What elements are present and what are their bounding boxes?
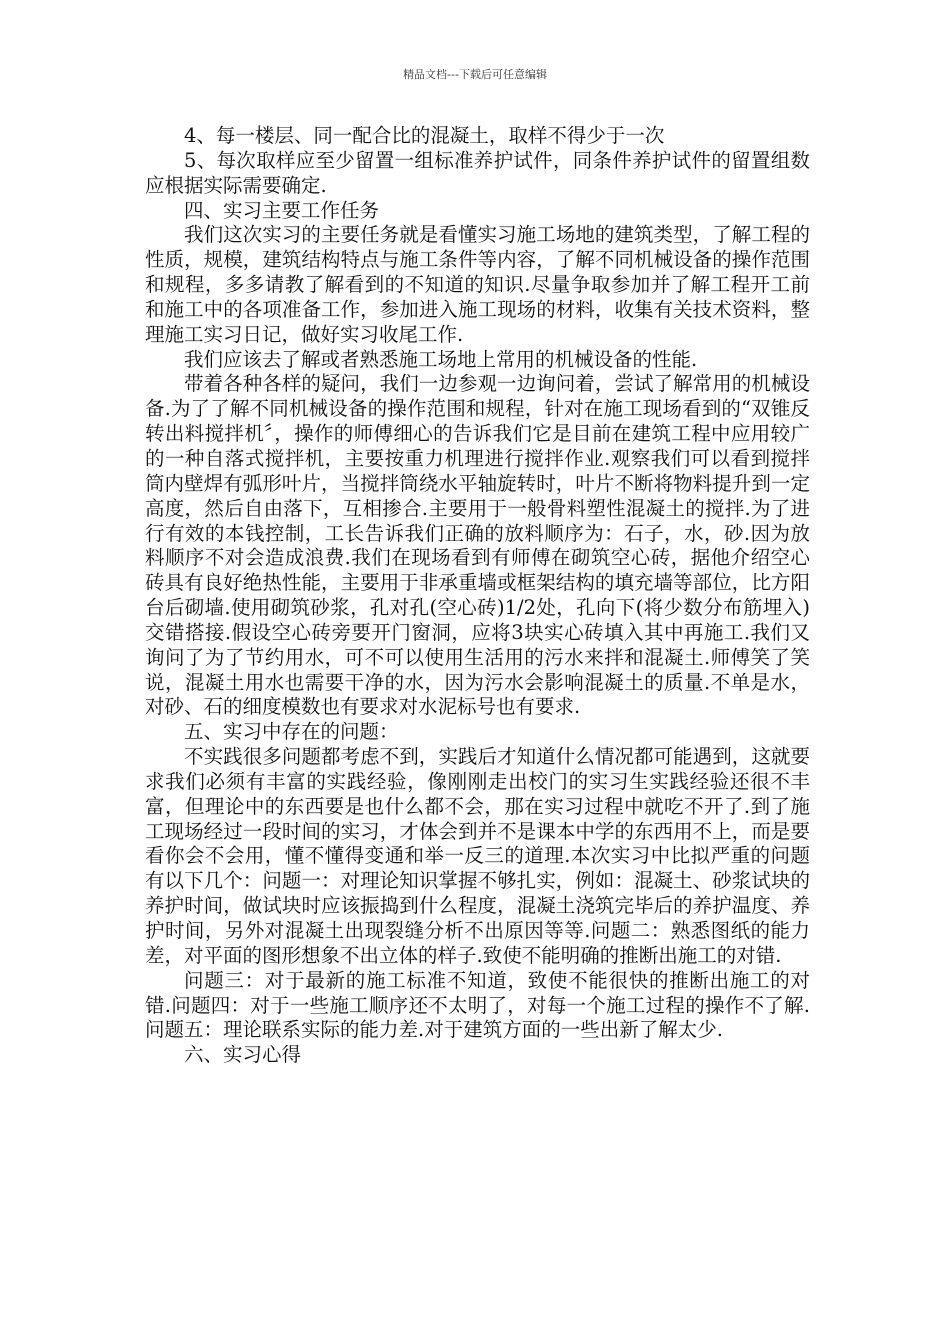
paragraph-equipment-intro: 我们应该去了解或者熟悉施工场地上常用的机械设备的性能. bbox=[184, 347, 698, 371]
paragraph-problems-continued: 问题三：对于最新的施工标准不知道，致使不能很快的推断出施工的对错.问题四：对于一些施工顺序还不太明了，对每一个施工过程的操作不了解.问题五：理论联系实际的能力差.对于建筑方面的一些出新了解太少. bbox=[145, 968, 810, 1042]
paragraph-sampling-rule-5: 5、每次取样应至少留置一组标准养护试件，同条件养护试件的留置组数应根据实际需要确定. bbox=[145, 148, 810, 197]
page-header: 精品文档---下载后可任意编辑 bbox=[403, 68, 547, 81]
paragraph-sampling-rule-4: 4、每一楼层、同一配合比的混凝土，取样不得少于一次 bbox=[184, 124, 665, 147]
paragraph-problems: 不实践很多问题都考虑不到，实践后才知道什么情况都可能遇到，这就要求我们必须有丰富的实践经验，像刚刚走出校门的实习生实践经验还很不丰富，但理论中的东西要是也什么都不会，那在实习过程中就吃不开了.到了施工现场经过一段时间的实习，才体会到并不是课本中学的东西用不上，而是要看你会不会用，懂不懂得变通和举一反三的道理.本次实习中比拟严重的问题有以下几个：问题一：对理论知识掌握不够扎实，例如：混凝土、砂浆试块的养护时间，做试块时应该振捣到什么程度，混凝土浇筑完毕后的养护温度、养护时间，另外对混凝土出现裂缝分析不出原因等等.问题二：熟悉图纸的能力差，对平面的图形想象不出立体的样子.致使不能明确的推断出施工的对错. bbox=[145, 745, 810, 967]
paragraph-equipment-details: 带着各种各样的疑问，我们一边参观一边询问着，尝试了解常用的机械设备.为了了解不同机械设备的操作范围和规程，针对在施工现场看到的“双锥反转出料搅拌机〞，操作的师傅细心的告诉我们它是目前在建筑工程中应用较广的一种自落式搅拌机，主要按重力机理进行搅拌作业.观察我们可以看到搅拌筒内壁焊有弧形叶片，当搅拌筒绕水平轴旋转时，叶片不断将物料提升到一定高度，然后自由落下，互相掺合.主要用于一般骨料塑性混凝土的搅拌.为了进行有效的本钱控制，工长告诉我们正确的放料顺序为：石子，水，砂.因为放料顺序不对会造成浪费.我们在现场看到有师傅在砌筑空心砖，据他介绍空心砖具有良好绝热性能，主要用于非承重墙或框架结构的填充墙等部位，比方阳台后砌墙.使用砌筑砂浆，孔对孔(空心砖)1/2处，孔向下(将少数分布筋埋入)交错搭接.假设空心砖旁要开门窗洞，应将3块实心砖填入其中再施工.我们又询问了为了节约用水，可不可以使用生活用的污水来拌和混凝土.师傅笑了笑说，混凝土用水也需要干净的水，因为污水会影响混凝土的质量.不单是水，对砂、石的细度模数也有要求对水泥标号也有要求. bbox=[145, 372, 810, 719]
document-body bbox=[145, 124, 810, 1068]
section-heading-problems: 五、实习中存在的问题： bbox=[184, 720, 399, 744]
paragraph-main-tasks: 我们这次实习的主要任务就是看懂实习施工场地的建筑类型，了解工程的性质，规模，建筑结构特点与施工条件等内容，了解不同机械设备的操作范围和规程，多多请教了解看到的不知道的知识.尽量争取参加并了解工程开工前和施工中的各项准备工作，参加进入施工现场的材料，收集有关技术资料，整理施工实习日记，做好实习收尾工作. bbox=[145, 223, 810, 346]
section-heading-tasks: 四、实习主要工作任务 bbox=[184, 198, 380, 222]
section-heading-reflections: 六、实习心得 bbox=[184, 1043, 302, 1067]
